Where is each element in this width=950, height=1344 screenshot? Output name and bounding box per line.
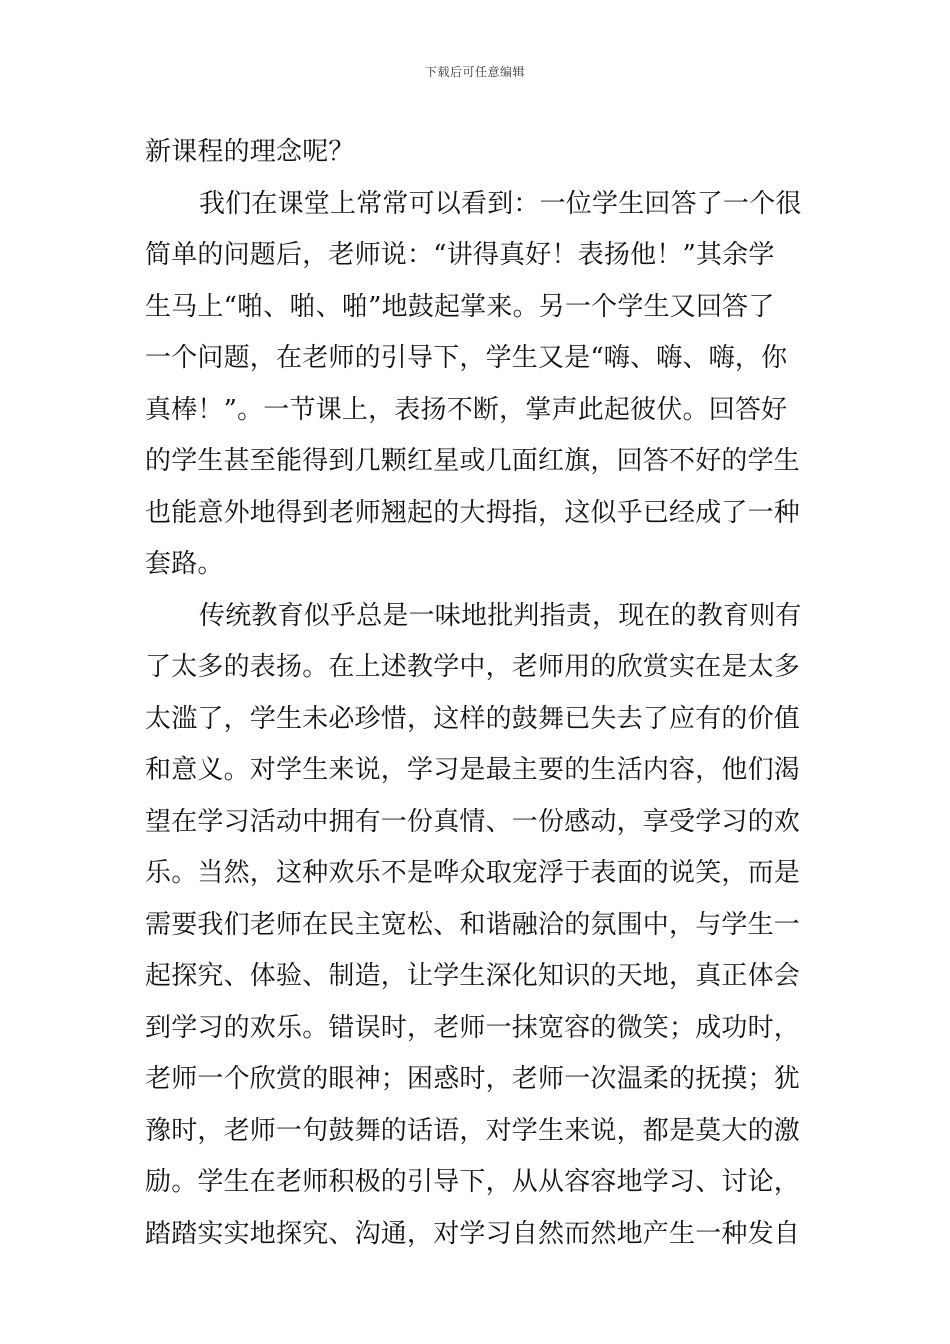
text-line: 也能意外地得到老师翘起的大拇指，这似乎已经成了一种	[145, 497, 801, 528]
text-line: 了太多的表扬。在上述教学中，老师用的欣赏实在是太多	[145, 652, 801, 682]
document-body	[145, 127, 807, 1260]
text-line: 和意义。对学生来说，学习是最主要的生活内容，他们渴	[145, 755, 801, 785]
text-line: 乐。当然，这种欢乐不是哗众取宠浮于表面的说笑，而是	[145, 858, 801, 888]
text-line: 一个问题，在老师的引导下，学生又是“嗨、嗨、嗨，你	[145, 343, 788, 373]
text-line: 的学生甚至能得到几颗红星或几面红旗，回答不好的学生	[145, 446, 801, 476]
text-line: 豫时，老师一句鼓舞的话语，对学生来说，都是莫大的激	[145, 1115, 801, 1146]
text-line: 踏踏实实地探究、沟通，对学习自然而然地产生一种发自	[145, 1218, 801, 1249]
text-line: 老师一个欣赏的眼神；困惑时，老师一次温柔的抚摸；犹	[145, 1064, 801, 1094]
text-line: 简单的问题后，老师说：“讲得真好！表扬他！”其余学	[145, 240, 775, 270]
text-line: 需要我们老师在民主宽松、和谐融洽的氛围中，与学生一	[145, 909, 801, 940]
text-line: 真棒！”。一节课上，表扬不断，掌声此起彼伏。回答好	[145, 394, 788, 425]
paragraph-start-line: 我们在课堂上常常可以看到：一位学生回答了一个很	[199, 188, 802, 219]
text-line: 励。学生在老师积极的引导下，从从容容地学习、讨论，	[145, 1167, 801, 1197]
text-line: 到学习的欢乐。错误时，老师一抹宽容的微笑；成功时，	[145, 1012, 801, 1043]
text-line: 太滥了，学生未必珍惜，这样的鼓舞已失去了应有的价值	[145, 703, 801, 734]
text-line: 新课程的理念呢？	[145, 137, 355, 167]
text-line: 起探究、体验、制造，让学生深化知识的天地，真正体会	[145, 961, 801, 991]
text-line: 套路。	[145, 549, 224, 579]
text-line: 生马上“啪、啪、啪”地鼓起掌来。另一个学生又回答了	[145, 291, 775, 322]
page-header: 下载后可任意编辑	[424, 65, 525, 79]
text-line: 望在学习活动中拥有一份真情、一份感动，享受学习的欢	[145, 806, 801, 837]
paragraph-start-line: 传统教育似乎总是一味地批判指责，现在的教育则有	[199, 600, 802, 631]
